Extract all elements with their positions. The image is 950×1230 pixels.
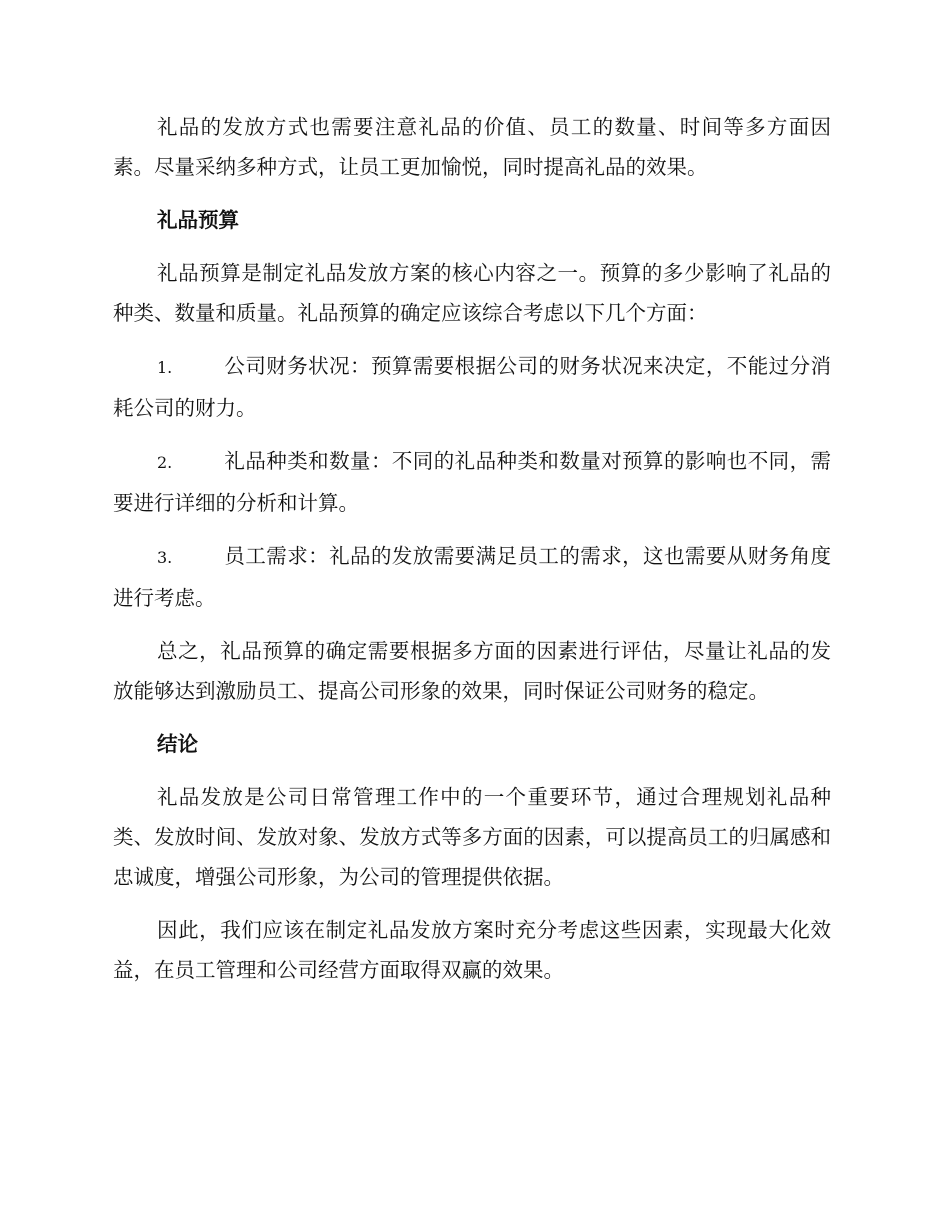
list-item-text: 礼品种类和数量：不同的礼品种类和数量对预算的影响也不同，需要进行详细的分析和计算。 <box>113 449 831 515</box>
list-number: 2. <box>157 453 173 472</box>
document-page <box>113 107 831 1003</box>
list-number: 3. <box>157 548 173 567</box>
paragraph-gift-distribution-method: 礼品的发放方式也需要注意礼品的价值、员工的数量、时间等多方面因素。尽量采纳多种方式，让员工更加愉悦，同时提高礼品的效果。 <box>113 115 831 179</box>
list-item-text: 员工需求：礼品的发放需要满足员工的需求，这也需要从财务角度进行考虑。 <box>113 544 831 610</box>
section-heading-conclusion: 结论 <box>157 732 198 756</box>
section-heading-gift-budget: 礼品预算 <box>157 208 239 232</box>
paragraph-final: 因此，我们应该在制定礼品发放方案时充分考虑这些因素，实现最大化效益，在员工管理和公司经营方面取得双赢的效果。 <box>113 918 831 982</box>
paragraph-conclusion: 礼品发放是公司日常管理工作中的一个重要环节，通过合理规划礼品种类、发放时间、发放对象、发放方式等多方面的因素，可以提高员工的归属感和忠诚度，增强公司形象，为公司的管理提供依据。 <box>113 785 831 889</box>
list-item <box>113 441 831 523</box>
paragraph-budget-intro: 礼品预算是制定礼品发放方案的核心内容之一。预算的多少影响了礼品的种类、数量和质量。礼品预算的确定应该综合考虑以下几个方面： <box>113 261 831 325</box>
list-item <box>113 536 831 618</box>
list-number: 1. <box>157 358 173 377</box>
paragraph-budget-summary: 总之，礼品预算的确定需要根据多方面的因素进行评估，尽量让礼品的发放能够达到激励员工、提高公司形象的效果，同时保证公司财务的稳定。 <box>113 639 831 703</box>
list-item-text: 公司财务状况：预算需要根据公司的财务状况来决定，不能过分消耗公司的财力。 <box>113 354 831 420</box>
list-item <box>113 346 831 428</box>
